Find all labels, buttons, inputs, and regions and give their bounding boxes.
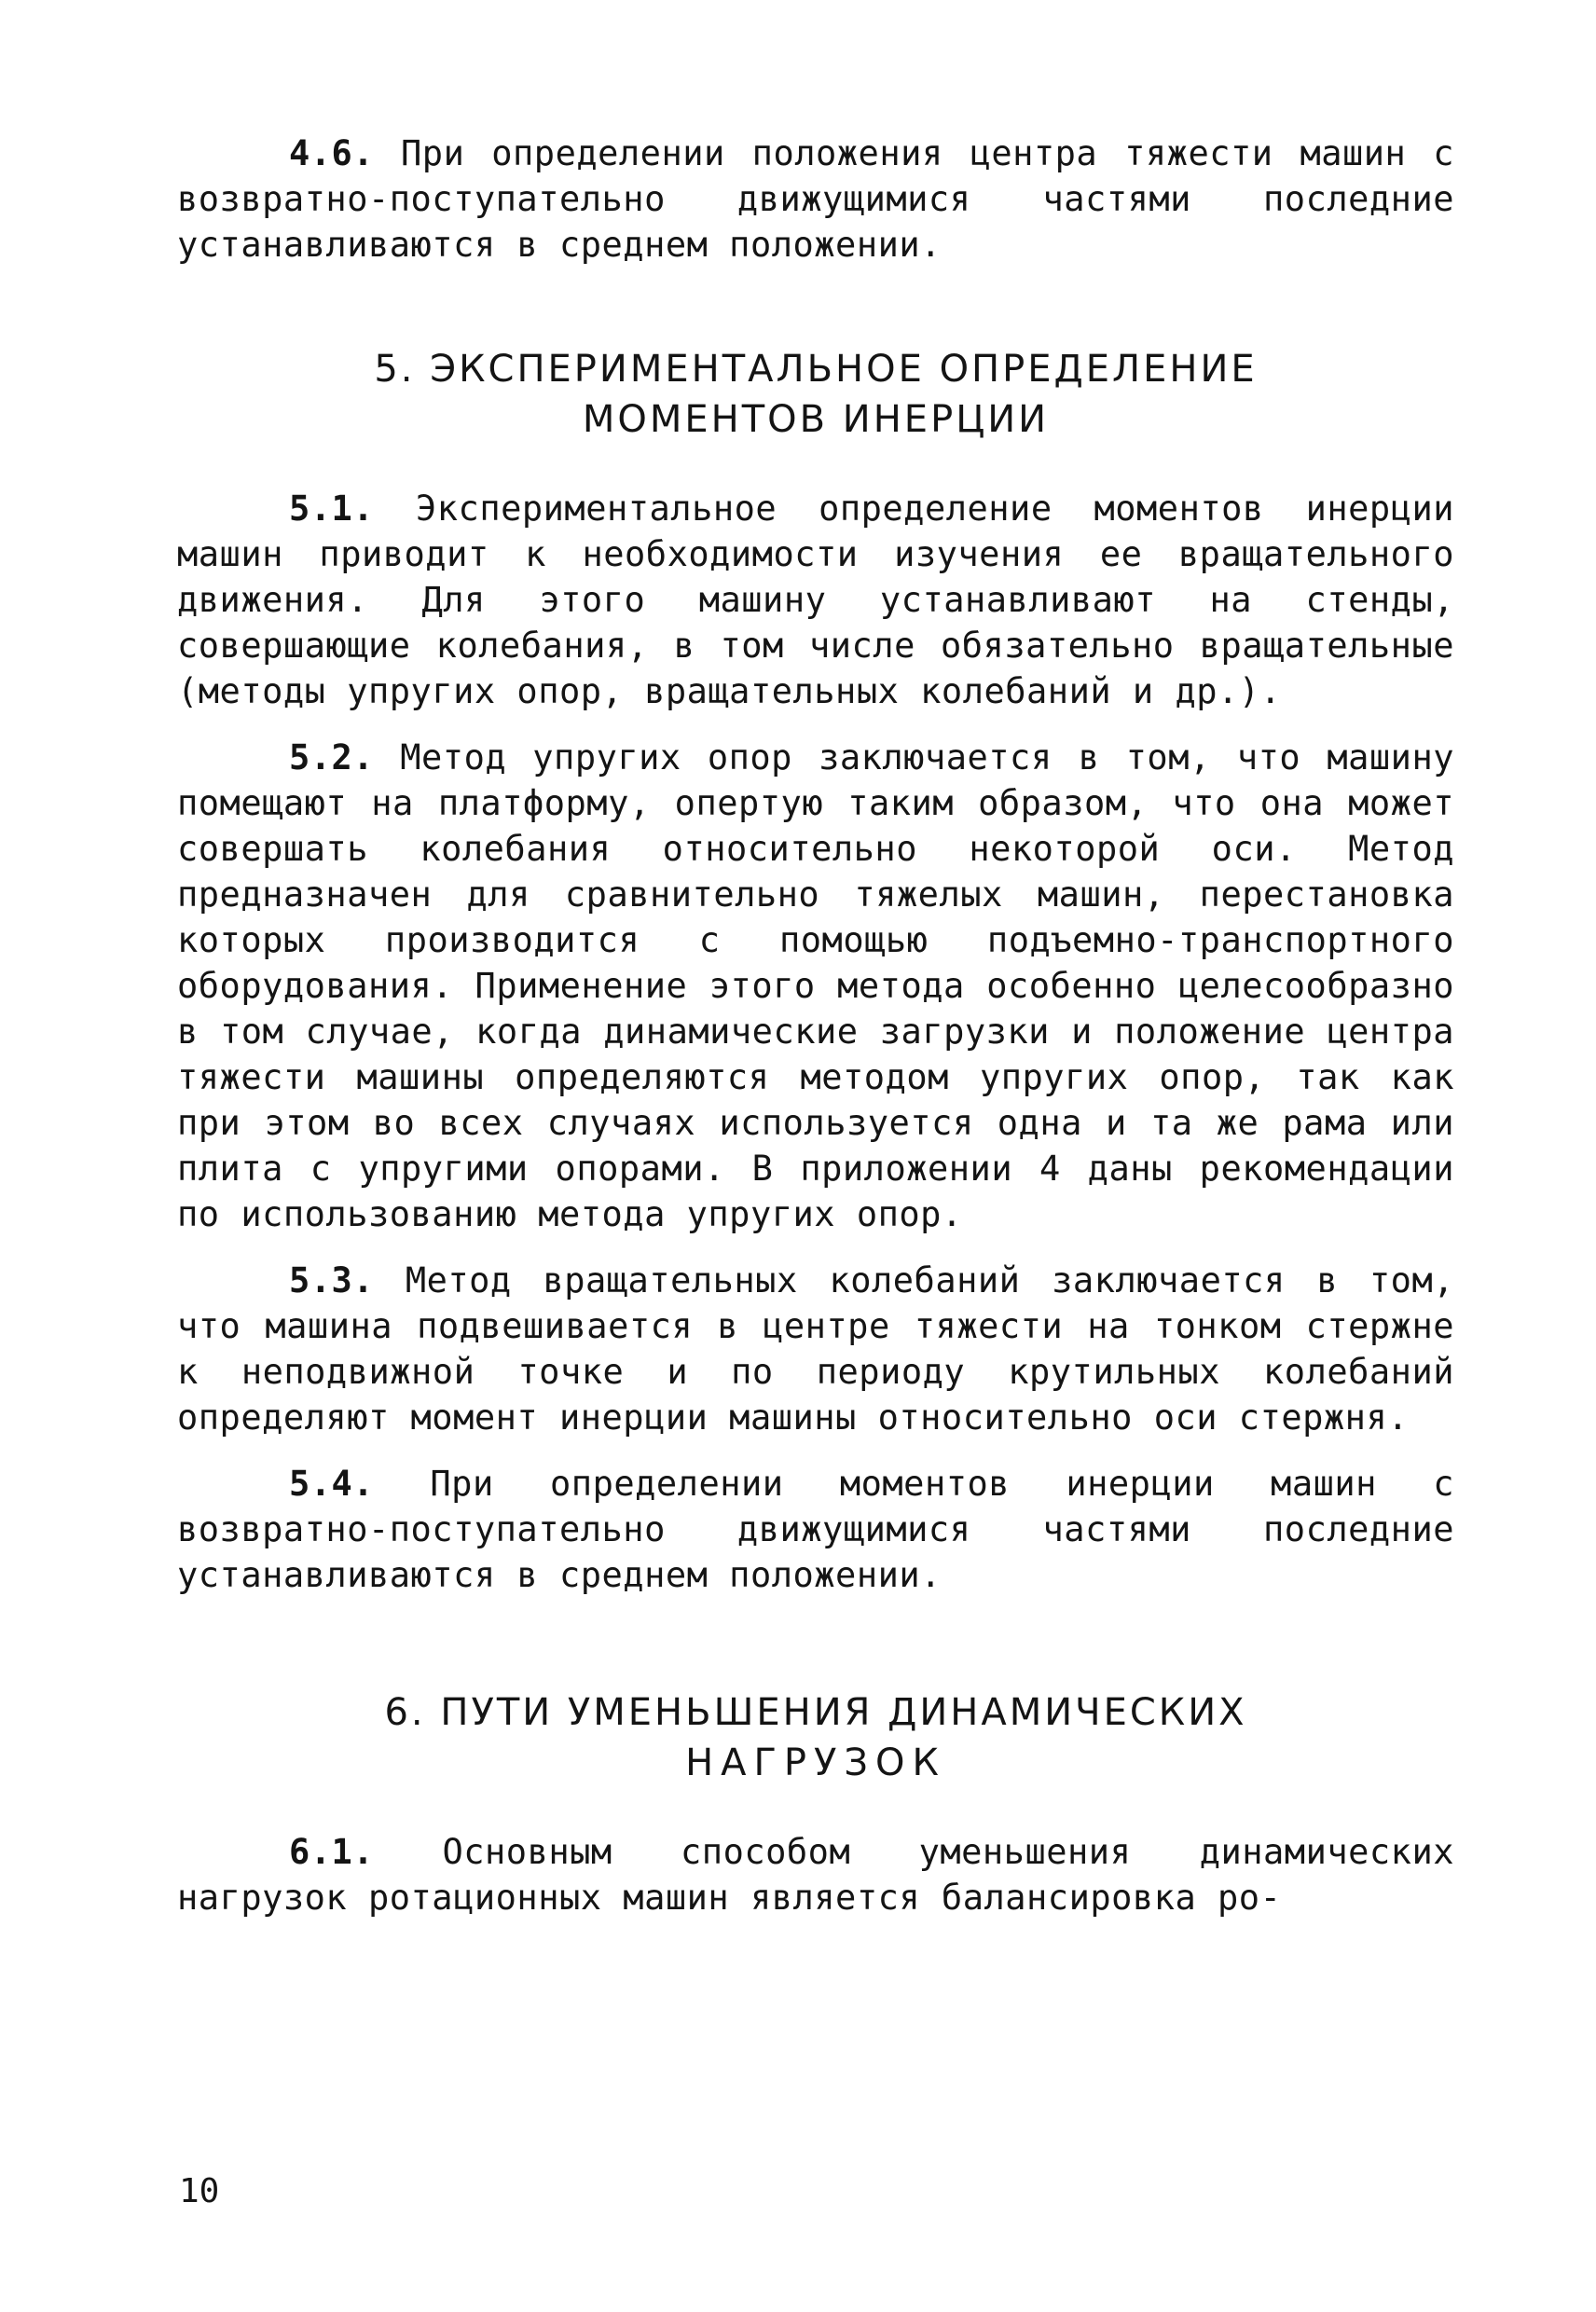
paragraph-number: 4.6.	[289, 133, 375, 173]
paragraph-number: 5.4.	[289, 1464, 375, 1504]
section-heading-6	[177, 1687, 1454, 1788]
paragraph-4-6	[177, 131, 1454, 268]
paragraph-number: 6.1.	[289, 1832, 375, 1872]
paragraph-5-1	[177, 486, 1454, 714]
heading-line-1: 5. ЭКСПЕРИМЕНТАЛЬНОЕ ОПРЕДЕЛЕНИЕ	[374, 348, 1258, 391]
paragraph-text: Основным способом уменьшения динамических нагрузок ротационных машин является балансировка ро-	[177, 1832, 1455, 1918]
paragraph-5-4	[177, 1461, 1454, 1598]
heading-line-2: МОМЕНТОВ ИНЕРЦИИ	[582, 398, 1050, 441]
heading-line-2: НАГРУЗОК	[685, 1741, 946, 1784]
paragraph-text: Экспериментальное определение моментов инерции машин приводит к необходимости изучения ее вращательного движения. Для этого машину устанавливают на стенды, совершающие колебания, в том числе обязательно вращательные (методы упругих опор, вращательных колебаний и др.).	[177, 489, 1454, 711]
paragraph-number: 5.3.	[289, 1260, 375, 1300]
paragraph-5-3	[177, 1258, 1454, 1440]
page-number: 10	[179, 2172, 220, 2210]
paragraph-text: При определении моментов инерции машин с возвратно-поступательно движущимися частями последние устанавливаются в среднем положении.	[177, 1464, 1454, 1595]
section-heading-5	[177, 344, 1454, 445]
paragraph-5-2	[177, 735, 1454, 1237]
heading-line-1: 6. ПУТИ УМЕНЬШЕНИЯ ДИНАМИЧЕСКИХ	[384, 1691, 1247, 1734]
paragraph-text: Метод вращательных колебаний заключается в том, что машина подвешивается в центре тяжести на тонком стержне к неподвижной точке и по периоду крутильных колебаний определяют момент инерции машины относительно оси стержня.	[177, 1260, 1454, 1438]
paragraph-6-1	[177, 1829, 1454, 1920]
paragraph-number: 5.1.	[289, 489, 375, 529]
paragraph-text: При определении положения центра тяжести машин с возвратно-поступательно движущимися частями последние устанавливаются в среднем положении.	[177, 133, 1454, 265]
paragraph-number: 5.2.	[289, 737, 375, 778]
paragraph-text: Метод упругих опор заключается в том, что машину помещают на платформу, опертую таким образом, что она может совершать колебания относительно некоторой оси. Метод предназначен для сравнительно тяжелых машин, перестановка которых производится с помощью подъемно-транспортного оборудования. Применение этого метода особенно целесообразно в том случае, когда динамические загрузки и положение центра тяжести машины определяются методом упругих опор, так как при этом во всех случаях используется одна и та же рама или плита с упругими опорами. В приложении 4 даны рекомендации по использованию метода упругих опор.	[177, 737, 1454, 1234]
page-body	[177, 131, 1454, 1920]
